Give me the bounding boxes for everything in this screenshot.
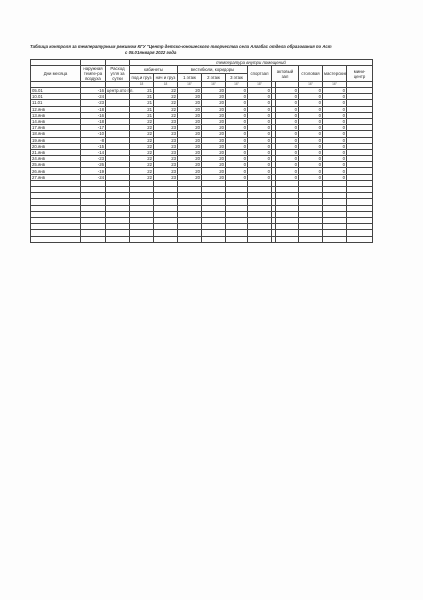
corridor-1-cell: 20 bbox=[178, 156, 202, 162]
corridor-3-cell: 0 bbox=[226, 149, 248, 155]
outside-temp-cell: -14 bbox=[81, 149, 106, 155]
corridor-1-cell: 20 bbox=[178, 118, 202, 124]
empty-cell bbox=[248, 236, 272, 242]
workshops-cell: 0 bbox=[323, 118, 347, 124]
date-cell: 10.01 bbox=[31, 94, 81, 100]
workshops-cell: 0 bbox=[323, 174, 347, 180]
cabinet-2-cell: 23 bbox=[154, 149, 178, 155]
cabinet-1-cell: 22 bbox=[130, 125, 154, 131]
date-cell: 25.янв bbox=[31, 162, 81, 168]
canteen-cell: 0 bbox=[299, 106, 323, 112]
cabinet-2-cell: 22 bbox=[154, 106, 178, 112]
outside-temp-cell: -10 bbox=[81, 131, 106, 137]
canteen-cell: 0 bbox=[299, 94, 323, 100]
sport-hall-cell: 0 bbox=[248, 137, 272, 143]
corridor-3-cell: 0 bbox=[226, 131, 248, 137]
mini-center-header: мини-центр bbox=[347, 66, 373, 82]
canteen-cell: 0 bbox=[299, 112, 323, 118]
date-cell: 24.янв bbox=[31, 156, 81, 162]
temperature-log-table bbox=[30, 59, 373, 243]
canteen-cell: 0 bbox=[299, 156, 323, 162]
assembly-hall-cell: 0 bbox=[276, 131, 299, 137]
corridor-2-cell: 20 bbox=[202, 162, 226, 168]
date-cell: 17.янв bbox=[31, 125, 81, 131]
cabinet-2-cell: 23 bbox=[154, 156, 178, 162]
corridor-1-cell: 20 bbox=[178, 137, 202, 143]
workshops-cell: 0 bbox=[323, 125, 347, 131]
outside-temp-cell: -8 bbox=[81, 137, 106, 143]
corridor-3-cell: 0 bbox=[226, 100, 248, 106]
cabinet-1-cell: 22 bbox=[130, 162, 154, 168]
canteen-cell: 0 bbox=[299, 162, 323, 168]
workshops-cell: 0 bbox=[323, 100, 347, 106]
corridor-3-cell: 0 bbox=[226, 162, 248, 168]
canteen-header: столовая bbox=[299, 66, 323, 82]
norm-cell: 16° bbox=[299, 82, 323, 88]
corridor-1-cell: 20 bbox=[178, 162, 202, 168]
corridor-2-cell: 20 bbox=[202, 149, 226, 155]
assembly-hall-cell: 0 bbox=[276, 94, 299, 100]
assembly-hall-cell: 0 bbox=[276, 143, 299, 149]
corridor-3-cell: 0 bbox=[226, 168, 248, 174]
workshops-cell: 0 bbox=[323, 149, 347, 155]
corridor-3-cell: 0 bbox=[226, 174, 248, 180]
outside-temp-cell: -15 bbox=[81, 143, 106, 149]
outside-temp-cell: -17 bbox=[81, 125, 106, 131]
assembly-hall-cell: 0 bbox=[276, 125, 299, 131]
sport-hall-cell: 0 bbox=[248, 156, 272, 162]
corridor-2-cell: 20 bbox=[202, 131, 226, 137]
sport-hall-cell: 0 bbox=[248, 118, 272, 124]
workshops-cell: 0 bbox=[323, 143, 347, 149]
title-line-1: Таблица контроля за температурным режимом КГУ "Центр детско-юношеского творчества села Алгабас отдела образования по Аст bbox=[30, 44, 332, 49]
corridor-1-cell: 20 bbox=[178, 143, 202, 149]
corridor-1-cell: 20 bbox=[178, 112, 202, 118]
corridor-1-cell: 20 bbox=[178, 149, 202, 155]
outside-temp-header: наружная темпе-ра воздуха bbox=[81, 66, 106, 82]
sport-hall-cell: 0 bbox=[248, 100, 272, 106]
workshops-cell: 0 bbox=[323, 156, 347, 162]
sport-hall-cell: 0 bbox=[248, 94, 272, 100]
empty-cell bbox=[31, 236, 81, 242]
outside-temp-cell: -23 bbox=[81, 100, 106, 106]
empty-cell bbox=[154, 236, 178, 242]
empty-cell bbox=[130, 236, 154, 242]
corridor-2-cell: 20 bbox=[202, 118, 226, 124]
sport-hall-header: спортзал bbox=[248, 66, 272, 82]
date-cell: 12.янв bbox=[31, 106, 81, 112]
canteen-cell: 0 bbox=[299, 174, 323, 180]
corridor-2-cell: 20 bbox=[202, 106, 226, 112]
corridor-3-cell: 0 bbox=[226, 112, 248, 118]
cabinet-1-cell: 21 bbox=[130, 112, 154, 118]
canteen-cell: 0 bbox=[299, 149, 323, 155]
assembly-hall-cell: 0 bbox=[276, 88, 299, 94]
corridor-3-cell: 0 bbox=[226, 125, 248, 131]
cabinet-1-cell: 22 bbox=[130, 168, 154, 174]
workshops-cell: 0 bbox=[323, 168, 347, 174]
cabinet-1-cell: 22 bbox=[130, 149, 154, 155]
corridor-2-cell: 20 bbox=[202, 125, 226, 131]
empty-cell bbox=[226, 236, 248, 242]
corridor-3-cell: 0 bbox=[226, 143, 248, 149]
canteen-cell: 0 bbox=[299, 143, 323, 149]
sport-hall-cell: 0 bbox=[248, 112, 272, 118]
date-cell: 26.янв bbox=[31, 168, 81, 174]
canteen-cell: 0 bbox=[299, 88, 323, 94]
corridor-1-cell: 20 bbox=[178, 174, 202, 180]
cabinet-2-cell: 22 bbox=[154, 100, 178, 106]
assembly-hall-cell: 0 bbox=[276, 112, 299, 118]
cabinet-2-cell: 23 bbox=[154, 118, 178, 124]
date-cell: 21.янв bbox=[31, 149, 81, 155]
assembly-hall-cell: 0 bbox=[276, 100, 299, 106]
indoor-temperature-header: температура внутри помещений bbox=[130, 60, 373, 66]
outside-temp-cell: -19 bbox=[81, 168, 106, 174]
empty-cell bbox=[276, 236, 299, 242]
cabinet-2-cell: 23 bbox=[154, 162, 178, 168]
corridor-3-cell: 0 bbox=[226, 94, 248, 100]
corridor-2-cell: 20 bbox=[202, 88, 226, 94]
cabinet-1-cell: 22 bbox=[130, 143, 154, 149]
empty-cell bbox=[106, 236, 130, 242]
canteen-cell: 0 bbox=[299, 137, 323, 143]
corridor-floor-1: 1 этаж bbox=[178, 74, 202, 82]
corridor-2-cell: 20 bbox=[202, 143, 226, 149]
norm-cell: 18 bbox=[130, 82, 154, 88]
canteen-cell: 0 bbox=[299, 125, 323, 131]
corridor-2-cell: 20 bbox=[202, 100, 226, 106]
consumption-note: центр.ото пл. bbox=[107, 88, 134, 94]
corridor-2-cell: 20 bbox=[202, 94, 226, 100]
cabinet-1-cell: 22 bbox=[130, 118, 154, 124]
sport-hall-cell: 0 bbox=[248, 162, 272, 168]
corridor-floor-3: 3 этаж bbox=[226, 74, 248, 82]
workshops-cell: 0 bbox=[323, 94, 347, 100]
cabinet-2-cell: 23 bbox=[154, 168, 178, 174]
corridor-3-cell: 0 bbox=[226, 106, 248, 112]
cabinet-2-cell: 23 bbox=[154, 125, 178, 131]
assembly-hall-header: актовый зал bbox=[272, 66, 299, 82]
corridor-2-cell: 20 bbox=[202, 137, 226, 143]
cabinet-2-cell: 22 bbox=[154, 112, 178, 118]
empty-cell bbox=[202, 236, 226, 242]
sport-hall-cell: 0 bbox=[248, 174, 272, 180]
outside-temp-cell: -23 bbox=[81, 156, 106, 162]
norm-cell: 16° bbox=[226, 82, 248, 88]
assembly-hall-cell: 0 bbox=[276, 156, 299, 162]
cabinet-sub-2: нач и груз bbox=[154, 74, 178, 82]
outside-temp-cell: -24 bbox=[81, 94, 106, 100]
cabinets-header: кабинеты bbox=[130, 66, 178, 74]
cabinet-2-cell: 22 bbox=[154, 88, 178, 94]
corridor-1-cell: 20 bbox=[178, 106, 202, 112]
cabinet-1-cell: 21 bbox=[130, 100, 154, 106]
outside-temp-cell: -26 bbox=[81, 162, 106, 168]
date-cell: 05.01 bbox=[31, 88, 81, 94]
sport-hall-cell: 0 bbox=[248, 106, 272, 112]
corridor-2-cell: 20 bbox=[202, 168, 226, 174]
outside-temp-cell: -16 bbox=[81, 88, 106, 94]
corridor-1-cell: 20 bbox=[178, 88, 202, 94]
assembly-hall-cell: 0 bbox=[276, 168, 299, 174]
date-cell: 20.янв bbox=[31, 143, 81, 149]
sport-hall-cell: 0 bbox=[248, 143, 272, 149]
assembly-hall-cell: 0 bbox=[276, 118, 299, 124]
corridor-1-cell: 20 bbox=[178, 131, 202, 137]
outside-temp-cell: -24 bbox=[81, 174, 106, 180]
workshops-cell: 0 bbox=[323, 162, 347, 168]
date-cell: 19.янв bbox=[31, 137, 81, 143]
cabinet-1-cell: 21 bbox=[130, 94, 154, 100]
date-cell: 13.янв bbox=[31, 112, 81, 118]
canteen-cell: 0 bbox=[299, 131, 323, 137]
corridor-3-cell: 0 bbox=[226, 88, 248, 94]
sport-hall-cell: 0 bbox=[248, 125, 272, 131]
empty-cell bbox=[347, 236, 373, 242]
norm-cell: 16° bbox=[178, 82, 202, 88]
norm-cell: 18 bbox=[154, 82, 178, 88]
corridor-1-cell: 20 bbox=[178, 94, 202, 100]
date-column-header: Дни месяца bbox=[31, 66, 81, 82]
corridor-2-cell: 20 bbox=[202, 156, 226, 162]
workshops-header: мастерские bbox=[323, 66, 347, 82]
cabinet-1-cell: 21 bbox=[130, 106, 154, 112]
corridor-3-cell: 0 bbox=[226, 118, 248, 124]
assembly-hall-cell: 0 bbox=[276, 106, 299, 112]
sport-hall-cell: 0 bbox=[248, 168, 272, 174]
canteen-cell: 0 bbox=[299, 118, 323, 124]
workshops-cell: 0 bbox=[323, 112, 347, 118]
outside-temp-cell: -18 bbox=[81, 118, 106, 124]
norm-cell: 16° bbox=[323, 82, 347, 88]
corridor-3-cell: 0 bbox=[226, 137, 248, 143]
cabinet-1-cell: 22 bbox=[130, 174, 154, 180]
workshops-cell: 0 bbox=[323, 137, 347, 143]
assembly-hall-cell: 0 bbox=[276, 174, 299, 180]
cabinet-1-cell: 22 bbox=[130, 137, 154, 143]
empty-cell bbox=[323, 236, 347, 242]
cabinet-2-cell: 22 bbox=[154, 94, 178, 100]
corridors-header: вестибюли, коридоры bbox=[178, 66, 248, 74]
norm-cell: 16° bbox=[202, 82, 226, 88]
corridor-2-cell: 20 bbox=[202, 174, 226, 180]
outside-temp-cell: -16 bbox=[81, 112, 106, 118]
empty-cell bbox=[81, 236, 106, 242]
outside-temp-cell: -18 bbox=[81, 106, 106, 112]
cabinet-2-cell: 23 bbox=[154, 143, 178, 149]
sport-hall-cell: 0 bbox=[248, 131, 272, 137]
norm-cell: 18° bbox=[248, 82, 272, 88]
cabinet-1-cell: 21 bbox=[130, 88, 154, 94]
canteen-cell: 0 bbox=[299, 168, 323, 174]
workshops-cell: 0 bbox=[323, 131, 347, 137]
cabinet-2-cell: 23 bbox=[154, 137, 178, 143]
table-body bbox=[31, 88, 373, 243]
cabinet-sub-1: под.и груз bbox=[130, 74, 154, 82]
corridor-floor-2: 2 этаж bbox=[202, 74, 226, 82]
date-cell: 18.янв bbox=[31, 131, 81, 137]
empty-row bbox=[31, 236, 373, 242]
date-cell: 14.янв bbox=[31, 118, 81, 124]
empty-cell bbox=[178, 236, 202, 242]
cabinet-2-cell: 23 bbox=[154, 174, 178, 180]
sport-hall-cell: 0 bbox=[248, 149, 272, 155]
assembly-hall-cell: 0 bbox=[276, 137, 299, 143]
corridor-1-cell: 20 bbox=[178, 125, 202, 131]
workshops-cell: 0 bbox=[323, 88, 347, 94]
cabinet-1-cell: 22 bbox=[130, 131, 154, 137]
workshops-cell: 0 bbox=[323, 106, 347, 112]
sport-hall-cell: 0 bbox=[248, 88, 272, 94]
empty-cell bbox=[299, 236, 323, 242]
coal-consumption-header: Расход угля за сутки bbox=[106, 66, 130, 82]
corridor-1-cell: 20 bbox=[178, 100, 202, 106]
title-line-2: с 05.01января 2022 года bbox=[125, 50, 177, 55]
corridor-1-cell: 20 bbox=[178, 168, 202, 174]
assembly-hall-cell: 0 bbox=[276, 149, 299, 155]
corridor-3-cell: 0 bbox=[226, 156, 248, 162]
date-cell: 27.янв bbox=[31, 174, 81, 180]
cabinet-2-cell: 23 bbox=[154, 131, 178, 137]
canteen-cell: 0 bbox=[299, 100, 323, 106]
cabinet-1-cell: 22 bbox=[130, 156, 154, 162]
date-cell: 11.01 bbox=[31, 100, 81, 106]
assembly-hall-cell: 0 bbox=[276, 162, 299, 168]
document-title bbox=[30, 44, 390, 56]
corridor-2-cell: 20 bbox=[202, 112, 226, 118]
